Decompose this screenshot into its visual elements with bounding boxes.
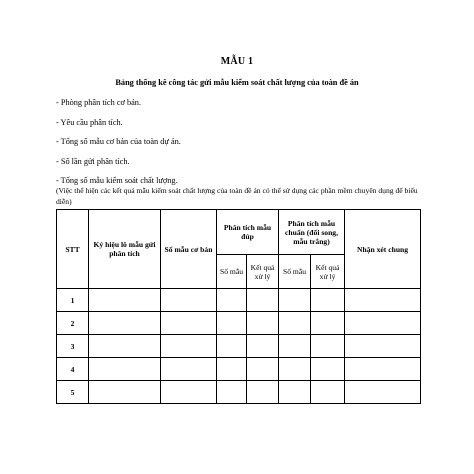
- table-row: [57, 289, 421, 312]
- header-sample-id: Ký hiệu lô mẫu gửi phân tích: [89, 210, 161, 289]
- note-text: (Việc thể hiện các kết quả mẫu kiểm soát chất lượng của toàn đề án có thể sử dụng các phần mềm chuyên dụng để biểu diễn): [56, 186, 418, 206]
- table-cell: [345, 335, 421, 358]
- table-cell: [345, 358, 421, 381]
- row-stt: 1: [57, 289, 89, 312]
- bullet-item: - Số lần gửi phân tích.: [56, 156, 130, 166]
- header-stt: STT: [57, 210, 89, 289]
- document-title: MẪU 1: [220, 56, 254, 67]
- table-cell: [247, 358, 279, 381]
- table-cell: [89, 312, 161, 335]
- qc-summary-table: [56, 209, 421, 404]
- row-stt: 5: [57, 381, 89, 404]
- table-cell: [311, 335, 345, 358]
- table-cell: [161, 335, 217, 358]
- bullet-item: - Yêu cầu phân tích.: [56, 117, 123, 127]
- table-cell: [345, 289, 421, 312]
- table-cell: [161, 381, 217, 404]
- table-cell: [345, 381, 421, 404]
- table-cell: [279, 335, 311, 358]
- header-comment: Nhận xét chung: [345, 210, 421, 289]
- row-stt: 4: [57, 358, 89, 381]
- table-cell: [217, 358, 247, 381]
- bullet-item: - Tổng số mẫu kiểm soát chất lượng.: [56, 176, 178, 185]
- table-row: [57, 335, 421, 358]
- table-cell: [247, 289, 279, 312]
- table-cell: [279, 358, 311, 381]
- table-cell: [311, 358, 345, 381]
- table-cell: [279, 381, 311, 404]
- table-cell: [247, 381, 279, 404]
- table-cell: [279, 312, 311, 335]
- table-cell: [217, 312, 247, 335]
- table-cell: [89, 358, 161, 381]
- table-cell: [247, 312, 279, 335]
- table-cell: [89, 381, 161, 404]
- table-cell: [311, 312, 345, 335]
- subheader-sample-count: Số mẫu: [217, 255, 247, 289]
- table-cell: [311, 289, 345, 312]
- document-subtitle: Bảng thống kê công tác gửi mẫu kiểm soát chất lượng của toàn đề án: [115, 78, 359, 87]
- header-standard-group: Phân tích mẫu chuẩn (đối song, mẫu trắng): [279, 210, 345, 255]
- table-row: [57, 312, 421, 335]
- header-duplicate-group: Phân tích mẫu đúp: [217, 210, 279, 255]
- table-header-row: [57, 210, 421, 255]
- table-row: [57, 358, 421, 381]
- bullet-item: - Phòng phân tích cơ bản.: [56, 98, 142, 107]
- table-row: [57, 381, 421, 404]
- table-cell: [161, 312, 217, 335]
- table-cell: [217, 289, 247, 312]
- table-cell: [161, 358, 217, 381]
- table-cell: [311, 381, 345, 404]
- table-cell: [217, 335, 247, 358]
- row-stt: 3: [57, 335, 89, 358]
- table-cell: [89, 335, 161, 358]
- table-cell: [279, 289, 311, 312]
- table-cell: [247, 335, 279, 358]
- table-cell: [161, 289, 217, 312]
- bullet-list: [56, 97, 436, 195]
- subheader-result: Kết quả xử lý: [247, 255, 279, 289]
- table-cell: [345, 312, 421, 335]
- subheader-sample-count: Số mẫu: [279, 255, 311, 289]
- subheader-result: Kết quả xử lý: [311, 255, 345, 289]
- table-cell: [217, 381, 247, 404]
- header-basic-count: Số mẫu cơ bản: [161, 210, 217, 289]
- row-stt: 2: [57, 312, 89, 335]
- table-cell: [89, 289, 161, 312]
- bullet-item: - Tổng số mẫu cơ bản của toàn dự án.: [56, 137, 181, 146]
